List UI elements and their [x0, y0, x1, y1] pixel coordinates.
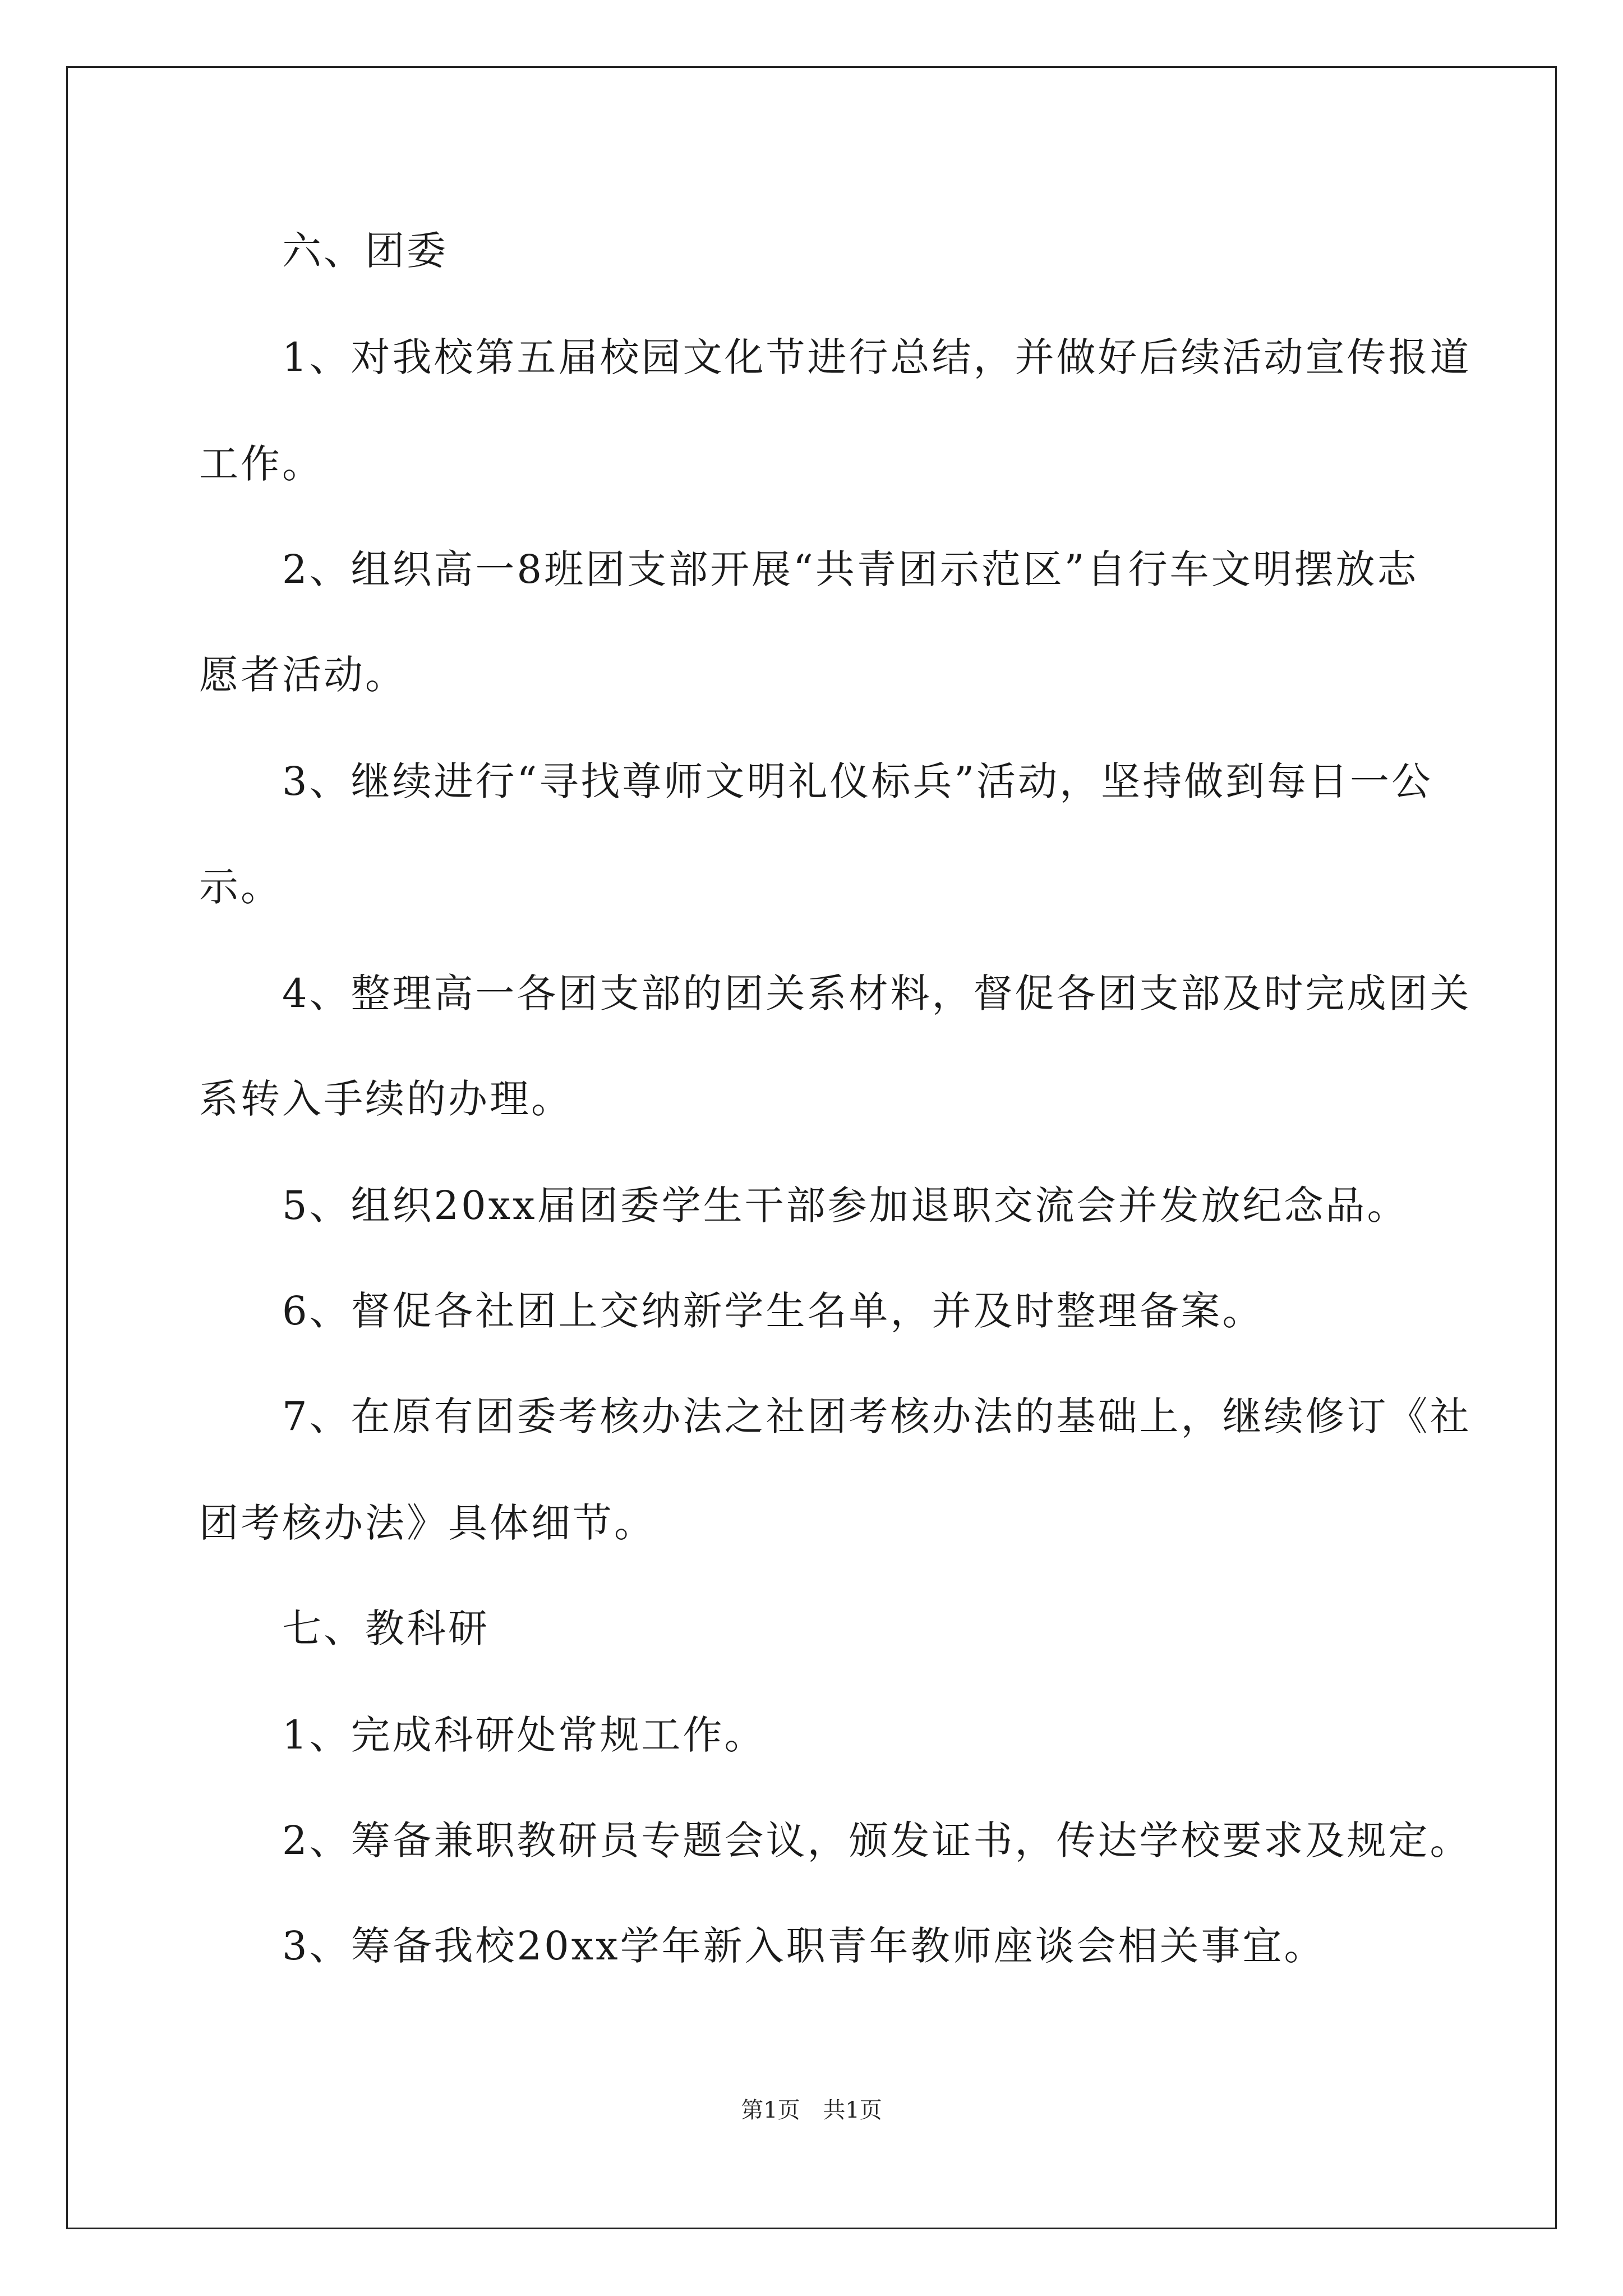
paragraph-line: 1、完成科研处常规工作。 — [282, 1712, 766, 1758]
paragraph-line: 工作。 — [199, 441, 324, 487]
page-border — [66, 66, 1557, 2229]
paragraph-line: 5、组织20xx届团委学生干部参加退职交流会并发放纪念品。 — [282, 1182, 1409, 1228]
paragraph-line: 系转入手续的办理。 — [199, 1076, 573, 1122]
paragraph-line: 2、组织高一8班团支部开展“共青团示范区”自行车文明摆放志 — [282, 546, 1419, 592]
paragraph-line: 示。 — [199, 864, 282, 910]
paragraph-line: 7、在原有团委考核办法之社团考核办法的基础上，继续修订《社 — [282, 1393, 1472, 1439]
paragraph-line: 4、整理高一各团支部的团关系材料，督促各团支部及时完成团关 — [282, 970, 1472, 1016]
paragraph-line: 愿者活动。 — [199, 652, 407, 698]
section-heading-research: 七、教科研 — [282, 1605, 490, 1651]
paragraph-line: 团考核办法》具体细节。 — [199, 1500, 656, 1546]
section-heading-youth-league: 六、团委 — [282, 228, 448, 274]
page-number: 第1页 — [741, 2097, 800, 2123]
page-total: 共1页 — [823, 2097, 882, 2123]
paragraph-line: 3、继续进行“寻找尊师文明礼仪标兵”活动，坚持做到每日一公 — [282, 758, 1433, 804]
paragraph-line: 3、筹备我校20xx学年新入职青年教师座谈会相关事宜。 — [282, 1923, 1326, 1969]
paragraph-line: 1、对我校第五届校园文化节进行总结，并做好后续活动宣传报道 — [282, 334, 1472, 380]
page-footer — [0, 2099, 1623, 2122]
paragraph-line: 6、督促各社团上交纳新学生名单，并及时整理备案。 — [282, 1288, 1264, 1334]
paragraph-line: 2、筹备兼职教研员专题会议，颁发证书，传达学校要求及规定。 — [282, 1818, 1472, 1864]
